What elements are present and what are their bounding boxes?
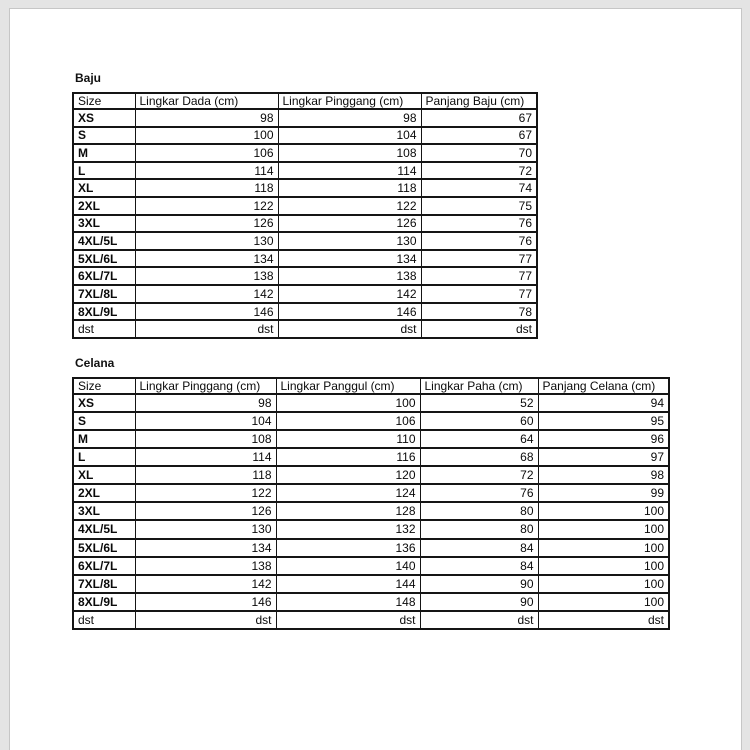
table-row — [73, 575, 669, 593]
value-cell: 142 — [135, 285, 278, 303]
value-cell: 90 — [420, 593, 538, 611]
value-cell: dst — [420, 611, 538, 629]
size-cell: S — [73, 412, 135, 430]
table-row — [73, 466, 669, 484]
value-cell: 110 — [276, 430, 420, 448]
size-cell: XS — [73, 394, 135, 412]
column-header: Lingkar Pinggang (cm) — [278, 93, 421, 109]
value-cell: 70 — [421, 144, 537, 162]
value-cell: 94 — [538, 394, 669, 412]
value-cell: 100 — [276, 394, 420, 412]
column-header: Panjang Baju (cm) — [421, 93, 537, 109]
size-cell: dst — [73, 320, 135, 338]
value-cell: 98 — [135, 394, 276, 412]
size-cell: S — [73, 127, 135, 145]
table-row — [73, 484, 669, 502]
size-cell: dst — [73, 611, 135, 629]
size-cell: 6XL/7L — [73, 557, 135, 575]
value-cell: 64 — [420, 430, 538, 448]
value-cell: 60 — [420, 412, 538, 430]
value-cell: 148 — [276, 593, 420, 611]
value-cell: 80 — [420, 502, 538, 520]
value-cell: 76 — [421, 232, 537, 250]
column-header: Size — [73, 378, 135, 394]
value-cell: 134 — [135, 250, 278, 268]
baju-size-table — [72, 92, 538, 339]
table-row — [73, 557, 669, 575]
table-row — [73, 127, 537, 145]
size-cell: 4XL/5L — [73, 520, 135, 538]
table-row — [73, 285, 537, 303]
size-cell: 5XL/6L — [73, 539, 135, 557]
celana-size-table — [72, 377, 670, 630]
column-header: Size — [73, 93, 135, 109]
value-cell: 138 — [278, 267, 421, 285]
size-cell: 4XL/5L — [73, 232, 135, 250]
value-cell: 68 — [420, 448, 538, 466]
value-cell: 77 — [421, 267, 537, 285]
celana-table-title: Celana — [75, 356, 115, 370]
value-cell: 132 — [276, 520, 420, 538]
size-cell: 6XL/7L — [73, 267, 135, 285]
column-header: Lingkar Paha (cm) — [420, 378, 538, 394]
baju-table-title: Baju — [75, 71, 102, 85]
size-cell: XL — [73, 466, 135, 484]
value-cell: 104 — [135, 412, 276, 430]
value-cell: 122 — [135, 197, 278, 215]
value-cell: 97 — [538, 448, 669, 466]
value-cell: 124 — [276, 484, 420, 502]
value-cell: 67 — [421, 127, 537, 145]
table-row — [73, 593, 669, 611]
value-cell: 130 — [135, 520, 276, 538]
value-cell: 100 — [538, 502, 669, 520]
table-row — [73, 267, 537, 285]
value-cell: 98 — [278, 109, 421, 127]
size-cell: 8XL/9L — [73, 593, 135, 611]
table-row — [73, 232, 537, 250]
value-cell: 99 — [538, 484, 669, 502]
value-cell: 104 — [278, 127, 421, 145]
value-cell: 126 — [135, 215, 278, 233]
value-cell: 118 — [135, 179, 278, 197]
value-cell: 75 — [421, 197, 537, 215]
value-cell: 142 — [135, 575, 276, 593]
value-cell: 114 — [135, 162, 278, 180]
value-cell: 130 — [278, 232, 421, 250]
value-cell: 126 — [278, 215, 421, 233]
value-cell: 100 — [135, 127, 278, 145]
value-cell: 96 — [538, 430, 669, 448]
value-cell: 144 — [276, 575, 420, 593]
table-row — [73, 448, 669, 466]
value-cell: dst — [421, 320, 537, 338]
value-cell: 120 — [276, 466, 420, 484]
value-cell: 136 — [276, 539, 420, 557]
column-header: Lingkar Pinggang (cm) — [135, 378, 276, 394]
value-cell: 122 — [135, 484, 276, 502]
value-cell: 128 — [276, 502, 420, 520]
value-cell: 95 — [538, 412, 669, 430]
value-cell: 84 — [420, 539, 538, 557]
value-cell: 138 — [135, 267, 278, 285]
value-cell: 100 — [538, 539, 669, 557]
table-row — [73, 197, 537, 215]
size-cell: 2XL — [73, 484, 135, 502]
value-cell: 134 — [278, 250, 421, 268]
value-cell: 100 — [538, 593, 669, 611]
table-row — [73, 430, 669, 448]
size-cell: 5XL/6L — [73, 250, 135, 268]
header-row — [73, 93, 537, 109]
table-row — [73, 109, 537, 127]
table-row — [73, 250, 537, 268]
table-row — [73, 539, 669, 557]
value-cell: 76 — [421, 215, 537, 233]
value-cell: 134 — [135, 539, 276, 557]
value-cell: 52 — [420, 394, 538, 412]
size-cell: 7XL/8L — [73, 285, 135, 303]
size-cell: 2XL — [73, 197, 135, 215]
value-cell: 78 — [421, 303, 537, 321]
value-cell: 74 — [421, 179, 537, 197]
value-cell: 108 — [135, 430, 276, 448]
value-cell: 84 — [420, 557, 538, 575]
value-cell: 146 — [278, 303, 421, 321]
value-cell: 138 — [135, 557, 276, 575]
value-cell: 100 — [538, 575, 669, 593]
value-cell: 100 — [538, 557, 669, 575]
value-cell: 122 — [278, 197, 421, 215]
size-cell: 3XL — [73, 502, 135, 520]
value-cell: dst — [276, 611, 420, 629]
value-cell: 90 — [420, 575, 538, 593]
size-cell: 3XL — [73, 215, 135, 233]
value-cell: dst — [135, 320, 278, 338]
value-cell: 76 — [420, 484, 538, 502]
value-cell: 108 — [278, 144, 421, 162]
value-cell: 118 — [278, 179, 421, 197]
value-cell: 100 — [538, 520, 669, 538]
value-cell: 106 — [135, 144, 278, 162]
table-row — [73, 412, 669, 430]
value-cell: 114 — [278, 162, 421, 180]
size-cell: M — [73, 144, 135, 162]
column-header: Panjang Celana (cm) — [538, 378, 669, 394]
value-cell: 98 — [538, 466, 669, 484]
value-cell: 77 — [421, 285, 537, 303]
table-row — [73, 394, 669, 412]
value-cell: 67 — [421, 109, 537, 127]
value-cell: 146 — [135, 593, 276, 611]
column-header: Lingkar Panggul (cm) — [276, 378, 420, 394]
value-cell: 130 — [135, 232, 278, 250]
table-row — [73, 179, 537, 197]
value-cell: 116 — [276, 448, 420, 466]
size-cell: 7XL/8L — [73, 575, 135, 593]
size-cell: L — [73, 448, 135, 466]
size-cell: XS — [73, 109, 135, 127]
value-cell: 126 — [135, 502, 276, 520]
table-row — [73, 303, 537, 321]
value-cell: 98 — [135, 109, 278, 127]
header-row — [73, 378, 669, 394]
value-cell: dst — [538, 611, 669, 629]
value-cell: dst — [135, 611, 276, 629]
table-row — [73, 144, 537, 162]
value-cell: 80 — [420, 520, 538, 538]
value-cell: 72 — [420, 466, 538, 484]
size-cell: L — [73, 162, 135, 180]
size-cell: M — [73, 430, 135, 448]
value-cell: 146 — [135, 303, 278, 321]
table-row — [73, 215, 537, 233]
value-cell: dst — [278, 320, 421, 338]
value-cell: 142 — [278, 285, 421, 303]
value-cell: 140 — [276, 557, 420, 575]
table-row — [73, 320, 537, 338]
size-cell: XL — [73, 179, 135, 197]
value-cell: 72 — [421, 162, 537, 180]
size-cell: 8XL/9L — [73, 303, 135, 321]
column-header: Lingkar Dada (cm) — [135, 93, 278, 109]
value-cell: 77 — [421, 250, 537, 268]
value-cell: 114 — [135, 448, 276, 466]
value-cell: 106 — [276, 412, 420, 430]
value-cell: 118 — [135, 466, 276, 484]
table-row — [73, 162, 537, 180]
table-row — [73, 502, 669, 520]
table-row — [73, 520, 669, 538]
table-row — [73, 611, 669, 629]
